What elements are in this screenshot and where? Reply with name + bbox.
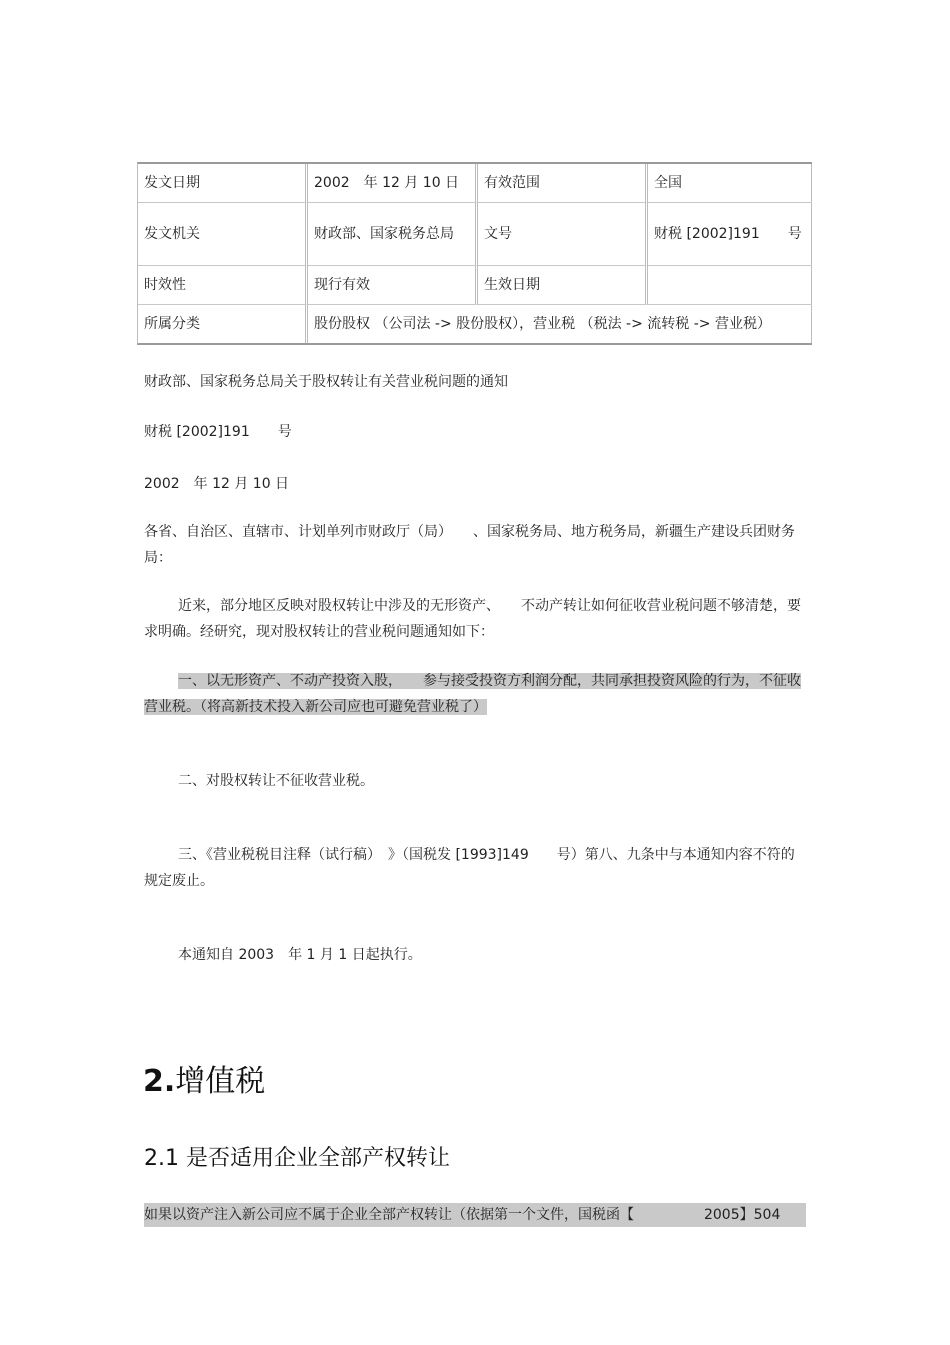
label-scope: 有效范围	[478, 164, 648, 203]
notice-item-2: 二、对股权转让不征收营业税。	[178, 773, 374, 789]
highlighted-note: 如果以资产注入新公司应不属于企业全部产权转让（依据第一个文件，国税函【 2005】504	[144, 1203, 806, 1227]
notice-doc-number: 财税 [2002]191 号	[144, 424, 292, 440]
value-scope: 全国	[648, 164, 812, 203]
label-issue-date: 发文日期	[138, 164, 308, 203]
metadata-table	[137, 162, 812, 345]
notice-item-3: 三、《营业税税目注释（试行稿） 》（国税发 [1993]149 号）第八、九条中与本通知内容不符的规定废止。	[144, 847, 795, 889]
notice-intro: 近来，部分地区反映对股权转让中涉及的无形资产、 不动产转让如何征收营业税问题不够清楚，要求明确。经研究，现对股权转让的营业税问题通知如下：	[144, 598, 801, 640]
table-row	[138, 164, 812, 203]
notice-title: 财政部、国家税务总局关于股权转让有关营业税问题的通知	[144, 374, 508, 390]
value-doc-no: 财税 [2002]191 号	[648, 203, 812, 266]
label-effective-date: 生效日期	[478, 266, 648, 305]
label-validity: 时效性	[138, 266, 308, 305]
label-category: 所属分类	[138, 305, 308, 343]
notice-date: 2002 年 12 月 10 日	[144, 476, 290, 492]
label-issuer: 发文机关	[138, 203, 308, 266]
table-row	[138, 305, 812, 343]
label-doc-no: 文号	[478, 203, 648, 266]
notice-item-1	[144, 668, 806, 720]
value-issue-date: 2002 年 12 月 10 日	[308, 164, 478, 203]
subsection-heading: 2.1 是否适用企业全部产权转让	[144, 1146, 450, 1171]
section-number: 2.	[143, 1064, 176, 1099]
highlighted-text: 一、以无形资产、不动产投资入股， 参与接受投资方利润分配，共同承担投资风险的行为，不征收营业税。（将高新技术投入新公司应也可避免营业税了）	[144, 673, 801, 715]
notice-addressees: 各省、自治区、直辖市、计划单列市财政厅（局） 、国家税务局、地方税务局，新疆生产建设兵团财务局：	[144, 524, 795, 566]
section-title: 增值税	[175, 1064, 266, 1099]
section-heading	[143, 1058, 265, 1106]
value-effective-date	[648, 266, 812, 305]
value-validity: 现行有效	[308, 266, 478, 305]
value-issuer: 财政部、国家税务总局	[308, 203, 478, 266]
table-row	[138, 266, 812, 305]
table-row	[138, 203, 812, 266]
value-category: 股份股权 （公司法 -> 股份股权），营业税 （税法 -> 流转税 -> 营业税）	[308, 305, 812, 343]
notice-effective: 本通知自 2003 年 1 月 1 日起执行。	[178, 947, 422, 963]
